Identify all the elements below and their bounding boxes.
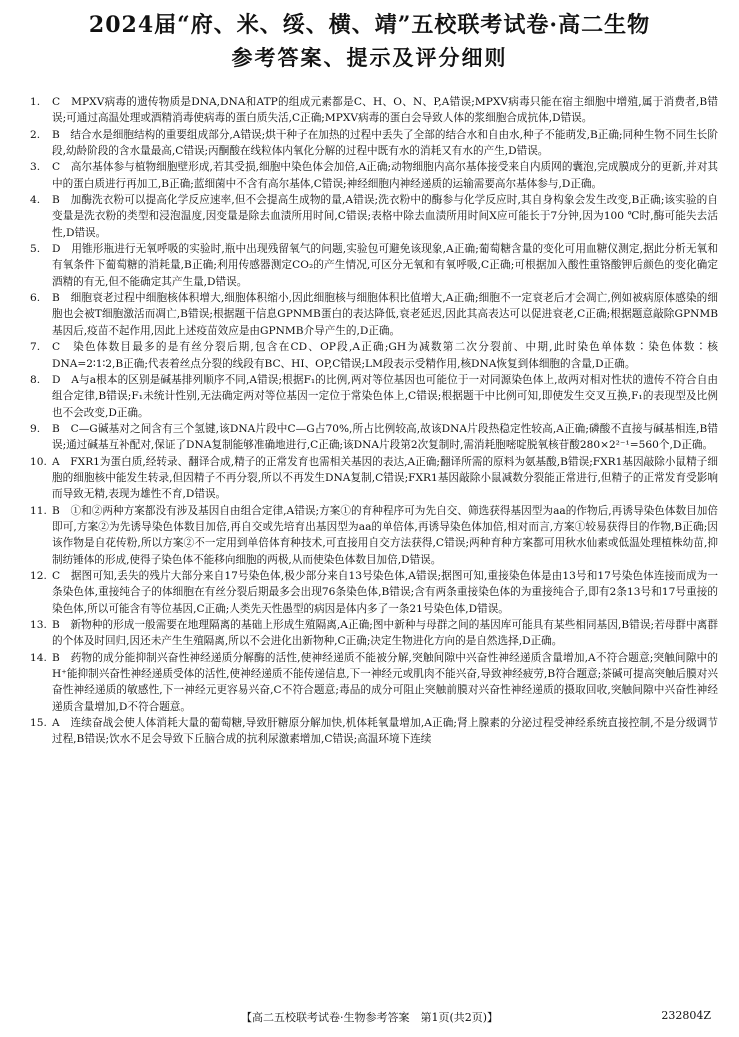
answer-text: C 染色体数目最多的是有丝分裂后期,包含在CD、OP段,A正确;GH为减数第二次分裂前、中期,此时染色单体数∶染色体数∶核DNA=2∶1∶2,B正确;代表着丝点分裂的线段有BC、HI、OP,C错误;LM段表示受精作用,核DNA恢复到体细胞的含量,D正确。 [52,341,718,370]
answer-number: 3. [30,161,41,174]
answer-number: 4. [30,194,41,207]
answer-number: 2. [30,128,41,141]
answer-item [30,650,718,715]
answer-number: 1. [30,96,41,108]
answer-item [30,421,718,454]
answer-text: C MPXV病毒的遗传物质是DNA,DNA和ATP的组成元素都是C、H、O、N、P,A错误;MPXV病毒只能在宿主细胞中增殖,属于消费者,B错误;可通过高温处理或酒精消毒使病毒的蛋白质失活,C正确;MPXV病毒的蛋白会导致人体的浆细胞合成抗体,D错误。 [52,96,718,125]
answer-text: B 结合水是细胞结构的重要组成部分,A错误;烘干种子在加热的过程中丢失了全部的结合水和自由水,种子不能萌发,B正确;同种生物不同生长阶段,幼龄阶段的含水量最高,C错误;丙酮酸在线粒体内氧化分解的过程中既有水的消耗又有水的产生,D错误。 [52,128,718,158]
answer-item [30,241,718,290]
answer-number: 7. [30,341,41,354]
answer-text: C 据图可知,丢失的残片大部分来自17号染色体,极少部分来自13号染色体,A错误;据图可知,重接染色体是由13号和17号染色体连接而成为一条染色体,重接纯合子的体细胞在有丝分裂后期最多会出现76条染色体,B错误;含有两条重接染色体的为重接纯合子,即有2条13号和17号重接的染色体,所以可能含有等位基因,C正确;人类先天性愚型的病因是体内多了一条21号染色体,D错误。 [52,569,718,615]
answer-text: B 新物种的形成一般需要在地理隔离的基础上形成生殖隔离,A正确;图中新种与母群之间的基因库可能具有某些相同基因,B错误;若母群中离群的个体及时回归,因还未产生生殖隔离,所以不会进化出新物种,C正确;决定生物进化方向的是自然选择,D正确。 [52,619,718,648]
answer-item [30,339,718,372]
answer-text: A 连续奋战会使人体消耗大量的葡萄糖,导致肝糖原分解加快,机体耗氧量增加,A正确;肾上腺素的分泌过程受神经系统直接控制,不是分级调节过程,B错误;饮水不足会导致下丘脑合成的抗利尿激素增加,C错误;高温环境下连续 [52,717,718,746]
answer-number: 14. [30,651,47,664]
answer-item [30,94,718,127]
answer-number: 10. [30,455,47,468]
answer-item [30,454,718,503]
answer-text: B ①和②两种方案都没有涉及基因自由组合定律,A错误;方案①的育种程序可为先自交、筛选获得基因型为aa的作物后,再诱导染色体数目加倍即可,方案②为先诱导染色体数目加倍,再自交或先培育出基因型为aa的单倍体,再诱导染色体加倍,相对而言,方案①较易获得目的作物,B正确;因该作物是自花传粉,所以方案②不一定用到单倍体育种技术,可直接用自交方法获得,C错误;两种育种方案都可用秋水仙素或低温处理植株幼苗,抑制纺锤体的形成,使得子染色体不能移向细胞的两极,从而使染色体数目加倍,D错误。 [52,504,718,566]
answer-text: D A与a根本的区别是碱基排列顺序不同,A错误;根据F₁的比例,两对等位基因也可能位于一对同源染色体上,故两对相对性状的遗传不符合自由组合定律,B错误;F₁未统计性别,无法确定两对等位基因一定位于常染色体上,C错误;根据题干中比例可知,即使发生交叉互换,F₁的表现型及比例也不会改变,D正确。 [52,373,718,419]
answer-item [30,372,718,421]
answer-number: 6. [30,292,41,305]
footer-page-info: 【高二五校联考试卷·生物参考答案 第1页(共2页)】 [240,1011,499,1024]
page-subtitle: 参考答案、提示及评分细则 [231,45,508,70]
answer-text: C 高尔基体参与植物细胞壁形成,若其受损,细胞中染色体会加倍,A正确;动物细胞内高尔基体接受来自内质网的囊泡,完成膜成分的更新,并对其中的蛋白质进行再加工,B正确;蓝细菌中不含有高尔基体,C错误;神经细胞内神经递质的运输需要高尔基体参与,D正确。 [52,161,718,190]
answer-text: B 药物的成分能抑制兴奋性神经递质分解酶的活性,使神经递质不能被分解,突触间隙中兴奋性神经递质含量增加,A不符合题意;突触间隙中的H⁺能抑制兴奋性神经递质受体的活性,使神经递质不能传递信息,下一神经元或肌肉不能兴奋,导致神经疲劳,B符合题意;茶碱可提高突触后膜对兴奋性神经递质的敏感性,下一神经元更容易兴奋,C不符合题意;毒品的成分可阻止突触前膜对兴奋性神经递质的摄取回收,突触间隙中兴奋性神经递质含量增加,D不符合题意。 [52,651,718,713]
answer-item [30,715,718,748]
answer-text: D 用锥形瓶进行无氧呼吸的实验时,瓶中出现残留氧气的问题,实验包可避免该现象,A正确;葡萄糖含量的变化可用血糖仪测定,据此分析无氧和有氧条件下葡萄糖的消耗量,B正确;利用传感器测定CO₂的产生情况,可区分无氧和有氧呼吸,C正确;可根据加入酸性重铬酸钾后颜色的变化确定酒精的有无,但不能确定其产生量,D错误。 [52,243,718,288]
answer-item [30,290,718,339]
answer-number: 15. [30,717,47,730]
answer-item [30,617,718,650]
answer-number: 13. [30,619,47,631]
answer-text: B 加酶洗衣粉可以提高化学反应速率,但不会提高生成物的量,A错误;洗衣粉中的酶参与化学反应时,其自身构象会发生改变,B正确;该实验的自变量是洗衣粉的类型和浸泡温度,因变量是除去血渍所用时间,C错误;表格中除去血渍所用时间X应可能长于7分钟,因为100 ℃时,酶可能失去活性,D错误。 [52,194,718,239]
answer-item [30,503,718,568]
answer-item [30,192,718,241]
answer-item [30,127,718,160]
footer-code: 232804Z [661,1009,711,1022]
answer-list [30,94,718,748]
answer-number: 12. [30,569,47,582]
answer-text: B C—G碱基对之间含有三个氢键,该DNA片段中C—G占70%,所占比例较高,故该DNA片段热稳定性较高,A正确;磷酸不直接与碱基相连,B错误;通过碱基互补配对,保证了DNA复制能够准确地进行,C正确;该DNA片段第2次复制时,需消耗胞嘧啶脱氧核苷酸280×2²⁻¹=560个,D正确。 [52,422,718,452]
answer-number: 8. [30,373,41,386]
answer-item [30,568,718,617]
answer-item [30,159,718,192]
answer-number: 11. [30,504,47,517]
answer-number: 9. [30,422,41,435]
answer-text: A FXR1为蛋白质,经转录、翻译合成,精子的正常发育也需相关基因的表达,A正确;翻译所需的原料为氨基酸,B错误;FXR1基因敲除小鼠精子细胞的细胞核中能发生转录,但因精子不再分裂,所以不再发生DNA复制,C错误;FXR1基因敲除小鼠减数分裂能正常进行,但精子的正常发育受影响而导致无精,表现为雄性不育,D错误。 [52,455,718,501]
page-title: 2024届“府、米、绥、横、靖”五校联考试卷·高二生物 [88,12,651,38]
answer-number: 5. [30,243,41,256]
answer-text: B 细胞衰老过程中细胞核体积增大,细胞体积缩小,因此细胞核与细胞体积比值增大,A正确;细胞不一定衰老后才会凋亡,例如被病原体感染的细胞也会被T细胞激活而凋亡,B错误;根据题干信息GPNMB蛋白的表达降低,衰老延迟,因此其高表达可以促进衰老,C正确;根据题意敲除GPNMB基因后,疫苗不起作用,因此上述疫苗效应是由GPNMB介导产生的,D正确。 [52,292,718,337]
